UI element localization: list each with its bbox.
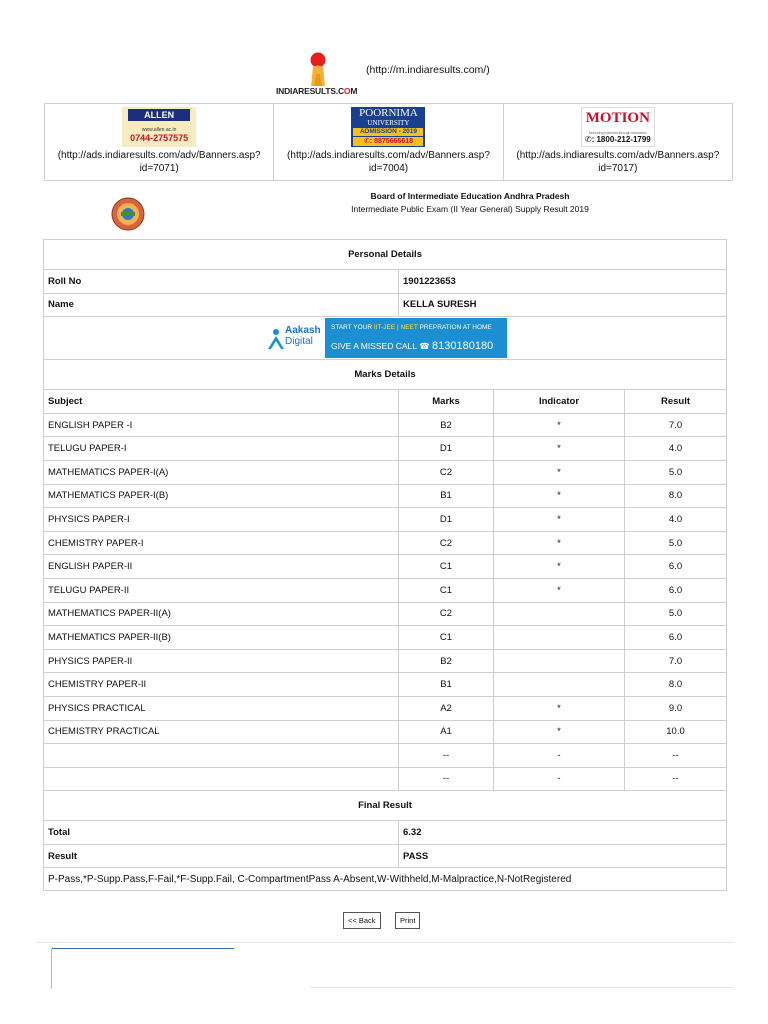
total-value: 6.32	[399, 821, 727, 845]
indicator-cell: -	[494, 744, 625, 768]
motion-banner[interactable]: MOTION Nurturing potential through education ✆: 1800-212-1799	[581, 107, 655, 147]
subject-cell	[44, 744, 399, 768]
result-cell: 7.0	[625, 413, 727, 437]
roll-no-label: Roll No	[44, 270, 399, 294]
marks-cell: B2	[399, 649, 494, 673]
result-cell: 6.0	[625, 626, 727, 650]
indicator-cell: *	[494, 437, 625, 461]
table-row	[44, 767, 727, 791]
indicator-cell: *	[494, 508, 625, 532]
subject-cell: CHEMISTRY PAPER-II	[44, 673, 399, 697]
marks-cell: B1	[399, 673, 494, 697]
board-title: Board of Intermediate Education Andhra Pradesh	[370, 191, 570, 201]
marks-cell: --	[399, 767, 494, 791]
col-header-result: Result	[625, 390, 727, 414]
marks-cell: A2	[399, 696, 494, 720]
subject-cell: CHEMISTRY PAPER-I	[44, 531, 399, 555]
result-cell: 9.0	[625, 696, 727, 720]
col-header-subject: Subject	[44, 390, 399, 414]
indicator-cell: *	[494, 720, 625, 744]
indicator-cell: *	[494, 460, 625, 484]
result-cell: --	[625, 767, 727, 791]
indiaresults-logo[interactable]	[276, 52, 366, 98]
board-emblem-icon	[111, 197, 145, 231]
footer-divider-lower	[310, 987, 734, 988]
subject-cell: MATHEMATICS PAPER-II(B)	[44, 626, 399, 650]
result-cell: 8.0	[625, 673, 727, 697]
marks-cell: C1	[399, 578, 494, 602]
marks-cell: --	[399, 744, 494, 768]
aakash-logo-icon	[267, 328, 285, 350]
subject-cell: ENGLISH PAPER -I	[44, 413, 399, 437]
aakash-ad-cell	[44, 317, 727, 360]
indicator-cell: *	[494, 413, 625, 437]
logo-figure-icon	[306, 52, 330, 86]
marks-cell: A1	[399, 720, 494, 744]
mobile-site-link[interactable]: (http://m.indiaresults.com/)	[366, 64, 490, 76]
marks-cell: B2	[399, 413, 494, 437]
subject-cell: PHYSICS PAPER-II	[44, 649, 399, 673]
aakash-banner[interactable]: Aakash Digital START YOUR IIT-JEE | NEET PREPRATION AT HOME GIVE A MISSED CALL ☎ 8130180180	[263, 318, 507, 358]
footer-divider	[36, 942, 734, 943]
grade-legend: P-Pass,*P-Supp.Pass,F-Fail,*F-Supp.Fail, C-CompartmentPass A-Absent,W-Withheld,M-Malpractice,N-NotRegistered	[44, 868, 727, 891]
logo-wordmark: INDIARESULTS.COM	[276, 86, 358, 96]
table-row	[44, 460, 727, 484]
poornima-banner[interactable]: POORNIMA UNIVERSITY ADMISSION - 2019 ✆: 8875666618	[351, 107, 425, 147]
table-row	[44, 555, 727, 579]
indicator-cell	[494, 626, 625, 650]
final-result-heading: Final Result	[44, 791, 727, 821]
result-cell: 5.0	[625, 531, 727, 555]
footer-accent-line	[52, 948, 234, 949]
subject-cell: TELUGU PAPER-II	[44, 578, 399, 602]
result-value: PASS	[399, 844, 727, 868]
indicator-cell: *	[494, 696, 625, 720]
personal-details-heading: Personal Details	[44, 240, 727, 270]
result-cell: 5.0	[625, 602, 727, 626]
marks-details-heading: Marks Details	[44, 360, 727, 390]
indicator-cell	[494, 673, 625, 697]
indicator-cell: *	[494, 555, 625, 579]
motion-ad-link[interactable]: (http://ads.indiaresults.com/adv/Banners.asp?id=7017)	[516, 150, 720, 174]
phone-icon: ☎	[419, 341, 430, 352]
subject-cell: MATHEMATICS PAPER-II(A)	[44, 602, 399, 626]
subject-cell: MATHEMATICS PAPER-I(A)	[44, 460, 399, 484]
poornima-ad-link[interactable]: (http://ads.indiaresults.com/adv/Banners.asp?id=7004)	[287, 150, 490, 174]
table-row	[44, 720, 727, 744]
subject-cell: PHYSICS PAPER-I	[44, 508, 399, 532]
subject-cell: TELUGU PAPER-I	[44, 437, 399, 461]
table-row	[44, 602, 727, 626]
table-row	[44, 696, 727, 720]
indicator-cell: -	[494, 767, 625, 791]
result-cell: 5.0	[625, 460, 727, 484]
marks-cell: D1	[399, 508, 494, 532]
table-row	[44, 626, 727, 650]
marks-rows	[44, 413, 727, 791]
print-button[interactable]: Print	[395, 912, 420, 929]
result-cell: 8.0	[625, 484, 727, 508]
table-row	[44, 531, 727, 555]
total-label: Total	[44, 821, 399, 845]
table-row	[44, 744, 727, 768]
marks-cell: C1	[399, 555, 494, 579]
marks-cell: B1	[399, 484, 494, 508]
table-row	[44, 437, 727, 461]
name-label: Name	[44, 293, 399, 317]
table-row	[44, 508, 727, 532]
table-row	[44, 413, 727, 437]
marks-cell: D1	[399, 437, 494, 461]
table-row	[44, 673, 727, 697]
name-value: KELLA SURESH	[399, 293, 727, 317]
subject-cell: CHEMISTRY PRACTICAL	[44, 720, 399, 744]
subject-cell: PHYSICS PRACTICAL	[44, 696, 399, 720]
back-button[interactable]: << Back	[343, 912, 381, 929]
ad-cell-motion[interactable]	[503, 104, 732, 181]
result-cell: 6.0	[625, 578, 727, 602]
result-label: Result	[44, 844, 399, 868]
ad-banner-row	[44, 103, 733, 181]
exam-title: Intermediate Public Exam (II Year General) Supply Result 2019	[351, 204, 589, 214]
result-table	[43, 239, 727, 891]
ad-cell-allen[interactable]	[45, 104, 274, 181]
result-cell: 10.0	[625, 720, 727, 744]
indicator-cell: *	[494, 531, 625, 555]
footer-frame-edge	[51, 949, 52, 989]
allen-banner[interactable]: ALLEN www.allen.ac.in 0744-2757575	[122, 107, 196, 147]
table-row	[44, 484, 727, 508]
action-buttons	[343, 910, 430, 929]
table-row	[44, 578, 727, 602]
ad-cell-poornima[interactable]	[274, 104, 503, 181]
indicator-cell	[494, 649, 625, 673]
marks-cell: C2	[399, 531, 494, 555]
indicator-cell: *	[494, 578, 625, 602]
allen-ad-link[interactable]: (http://ads.indiaresults.com/adv/Banners.asp?id=7071)	[57, 150, 261, 174]
result-cell: --	[625, 744, 727, 768]
result-cell: 6.0	[625, 555, 727, 579]
result-cell: 4.0	[625, 437, 727, 461]
subject-cell: MATHEMATICS PAPER-I(B)	[44, 484, 399, 508]
table-row	[44, 649, 727, 673]
indicator-cell	[494, 602, 625, 626]
roll-no-value: 1901223653	[399, 270, 727, 294]
col-header-marks: Marks	[399, 390, 494, 414]
col-header-indicator: Indicator	[494, 390, 625, 414]
subject-cell: ENGLISH PAPER-II	[44, 555, 399, 579]
marks-cell: C2	[399, 460, 494, 484]
result-cell: 7.0	[625, 649, 727, 673]
marks-cell: C1	[399, 626, 494, 650]
indicator-cell: *	[494, 484, 625, 508]
result-cell: 4.0	[625, 508, 727, 532]
subject-cell	[44, 767, 399, 791]
marks-cell: C2	[399, 602, 494, 626]
